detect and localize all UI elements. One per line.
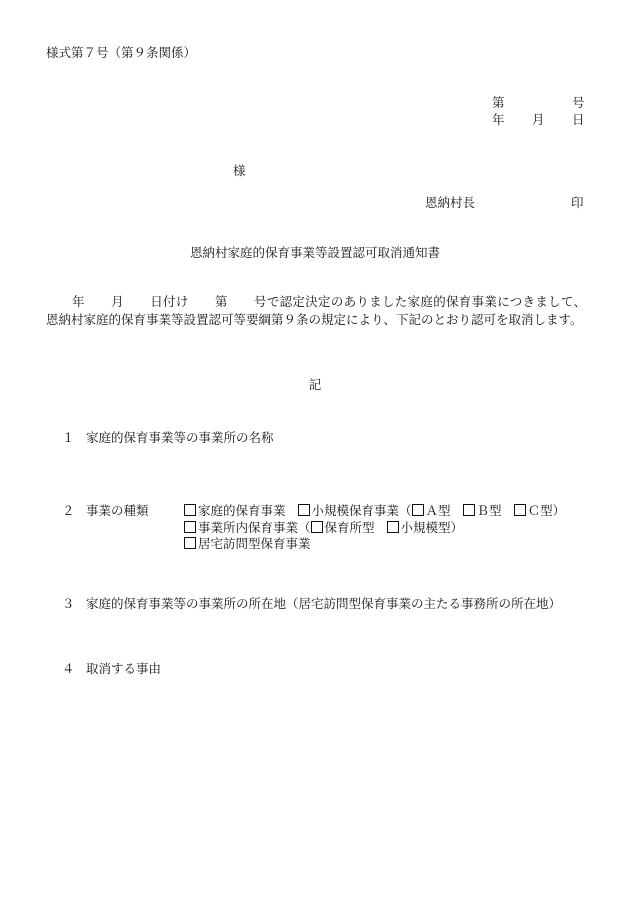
checkbox-nursery-type[interactable]	[311, 521, 323, 533]
ki-heading: 記	[308, 377, 322, 392]
label-type-a: Ａ型	[425, 503, 451, 518]
checkbox-small-type[interactable]	[387, 521, 399, 533]
addressee: 様	[233, 163, 246, 178]
item-number: ２	[62, 503, 75, 518]
checkbox-home-visit[interactable]	[184, 537, 196, 549]
issuer	[425, 195, 584, 211]
checkbox-in-office[interactable]	[184, 521, 196, 533]
item-label: 事業の種類	[86, 503, 149, 518]
type-row-2	[184, 520, 565, 537]
item-number: ３	[62, 596, 75, 611]
doc-number-prefix: 第	[492, 95, 505, 110]
label-small-type: 小規模型）	[400, 519, 464, 535]
item-number: ４	[62, 661, 75, 676]
item-label: 取消する事由	[86, 661, 162, 676]
label-in-office: 事業所内保育事業（	[198, 519, 311, 535]
body-text: 号で認定決定のありました家庭的保育事業につきまして、恩納村家庭的保育事業等設置認可等要綱第９条の規定により、下記のとおり認可を取消します。	[46, 294, 586, 327]
label-type-b: Ｂ型	[476, 503, 502, 518]
item-number: １	[62, 430, 75, 445]
document-title: 恩納村家庭的保育事業等設置認可取消通知書	[189, 245, 440, 260]
label-small-scale: 小規模保育事業（	[311, 503, 412, 518]
date-day: 日	[572, 112, 585, 127]
checkbox-type-a[interactable]	[412, 504, 424, 516]
seal-mark: 印	[571, 195, 584, 210]
checkbox-type-b[interactable]	[463, 504, 475, 516]
body-date-suffix: 日付け	[149, 294, 189, 309]
issuer-name: 恩納村長	[425, 195, 476, 210]
label-nursery-type: 保育所型	[324, 519, 375, 535]
body-number-prefix: 第	[214, 294, 228, 309]
doc-number-suffix: 号	[572, 95, 585, 110]
checkbox-small-scale[interactable]	[298, 504, 310, 516]
type-row-1	[184, 503, 565, 520]
checkbox-type-c[interactable]	[514, 504, 526, 516]
business-type-options	[184, 503, 565, 553]
item-label: 家庭的保育事業等の事業所の所在地（居宅訪問型保育事業の主たる事務所の所在地）	[86, 596, 562, 611]
form-number: 様式第７号（第９条関係）	[46, 45, 197, 60]
label-type-c: Ｃ型）	[527, 503, 566, 518]
body-year: 年	[72, 294, 85, 309]
item-label: 家庭的保育事業等の事業所の名称	[86, 430, 274, 445]
date-month: 月	[532, 112, 545, 127]
type-row-3	[184, 536, 565, 553]
date-year: 年	[492, 112, 505, 127]
checkbox-family[interactable]	[184, 504, 196, 516]
body-month: 月	[110, 294, 124, 309]
body-paragraph	[46, 293, 586, 329]
document-number	[492, 95, 585, 111]
document-date	[492, 112, 585, 128]
label-home-visit: 居宅訪問型保育事業	[198, 536, 311, 551]
label-family: 家庭的保育事業	[198, 503, 286, 518]
